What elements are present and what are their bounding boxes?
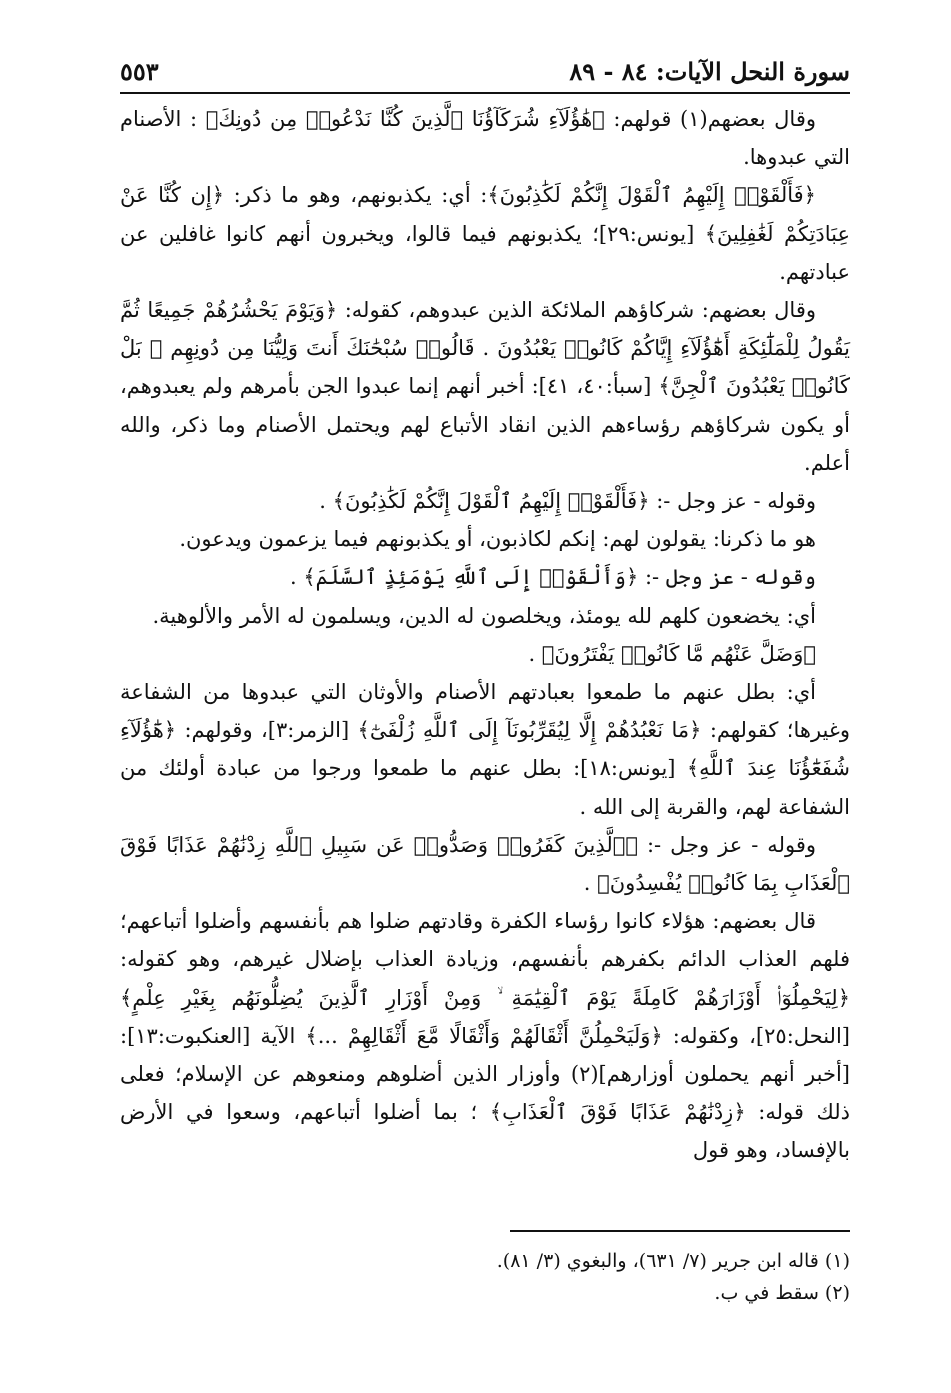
header-rule xyxy=(120,92,850,94)
paragraph: أي: بطل عنهم ما طمعوا بعبادتهم الأصنام والأوثان التي عبدوها من الشفاعة وغيرها؛ كقولهم: ﴿مَا نَعْبُدُهُمْ إِلَّا لِيُقَرِّبُونَآ إِلَى ٱللَّهِ زُلْفَىٰٓ﴾ [الزمر:٣]، وقولهم: ﴿هَٰٓؤُلَآءِ شُفَعَٰٓؤُنَا عِندَ ٱللَّهِ﴾ [يونس:١٨]: بطل عنهم ما طمعوا ورجوا من عبادة أولئك من الشفاعة لهم، والقربة إلى الله . xyxy=(120,680,850,819)
footnote: (٢) سقط في ب. xyxy=(714,1282,850,1304)
page-number: ٥٥٣ xyxy=(120,57,159,86)
paragraph: هو ما ذكرنا: يقولون لهم: إنكم لكاذبون، أو يكذبونهم فيما يزعمون ويدعون. xyxy=(179,527,816,552)
main-text xyxy=(120,100,850,1170)
footnote-rule xyxy=(510,1230,850,1232)
paragraph: وقوله - عز وجل -: ﴿فَأَلْقَوْا۟ إِلَيْهِمُ ٱلْقَوْلَ إِنَّكُمْ لَكَٰذِبُونَ﴾ . xyxy=(319,489,816,514)
footnotes xyxy=(120,1245,850,1309)
paragraph: وقال بعضهم(١) قولهم: ﴿هَٰؤُلَآءِ شُرَكَآؤُنَا ٱلَّذِينَ كُنَّا نَدْعُوا۟ مِن دُونِكَ﴾ : الأصنام التي عبدوها. xyxy=(120,107,850,170)
paragraph: وقوله - عز وجل -: ﴿ٱلَّذِينَ كَفَرُوا۟ وَصَدُّوا۟ عَن سَبِيلِ ٱللَّهِ زِدْنَٰهُمْ عَذَابًا فَوْقَ ٱلْعَذَابِ بِمَا كَانُوا۟ يُفْسِدُونَ﴾ . xyxy=(120,832,850,896)
paragraph: وقوله - عز وجل -: ﴿وَأَلْقَوْا۟ إِلَى ٱللَّهِ يَوْمَئِذٍ ٱلسَّلَمَ﴾ . xyxy=(290,565,816,590)
footnote: (١) قاله ابن جرير (٧/ ٦٣١)، والبغوي (٣/ ٨١). xyxy=(496,1250,850,1272)
paragraph: ﴿فَأَلْقَوْا۟ إِلَيْهِمُ ٱلْقَوْلَ إِنَّكُمْ لَكَٰذِبُونَ﴾: أي: يكذبونهم، وهو ما ذكر: ﴿إِن كُنَّا عَنْ عِبَادَتِكُمْ لَغَٰفِلِينَ﴾ [يونس:٢٩]؛ يكذبونهم فيما قالوا، ويخبرون أنهم كانوا غافلين عن عبادتهم. xyxy=(120,183,851,284)
paragraph: قال بعضهم: هؤلاء كانوا رؤساء الكفرة وقادتهم ضلوا هم بأنفسهم وأضلوا أتباعهم؛ فلهم العذاب الدائم بكفرهم بأنفسهم، وزيادة العذاب بإضلال غيرهم، وهو كقوله: ﴿لِيَحْمِلُوٓا۟ أَوْزَارَهُمْ كَامِلَةً يَوْمَ ٱلْقِيَٰمَةِ ۙ وَمِنْ أَوْزَارِ ٱلَّذِينَ يُضِلُّونَهُم بِغَيْرِ عِلْمٍ﴾ [النحل:٢٥]، وكقوله: ﴿وَلَيَحْمِلُنَّ أَثْقَالَهُمْ وَأَثْقَالًا مَّعَ أَثْقَالِهِمْ ...﴾ الآية [العنكبوت:١٣]: [أخبر أنهم يحملون أوزارهم](٢) وأوزار الذين أضلوهم ومنعوهم عن الإسلام؛ فعلى ذلك قوله: ﴿زِدْنَٰهُمْ عَذَابًا فَوْقَ ٱلْعَذَابِ﴾ ؛ بما أضلوا أتباعهم، وسعوا في الأرض بالإفساد، وهو قول xyxy=(120,909,850,1163)
running-header xyxy=(120,40,850,92)
paragraph: ﴿وَضَلَّ عَنْهُم مَّا كَانُوا۟ يَفْتَرُونَ﴾ . xyxy=(528,641,816,666)
paragraph: أي: يخضعون كلهم لله يومئذ، ويخلصون له الدين، ويسلمون له الأمر والألوهية. xyxy=(152,603,816,628)
book-page xyxy=(120,40,850,1360)
paragraph: وقال بعضهم: شركاؤهم الملائكة الذين عبدوهم، كقوله: ﴿وَيَوْمَ يَحْشُرُهُمْ جَمِيعًا ثُمَّ يَقُولُ لِلْمَلَٰٓئِكَةِ أَهَٰٓؤُلَآءِ إِيَّاكُمْ كَانُوا۟ يَعْبُدُونَ . قَالُوا۟ سُبْحَٰنَكَ أَنتَ وَلِيُّنَا مِن دُونِهِم ۖ بَلْ كَانُوا۟ يَعْبُدُونَ ٱلْجِنَّ﴾ [سبأ:٤٠، ٤١]: أخبر أنهم إنما عبدوا الجن بأمرهم ولم يعبدوهم، أو يكون شركاؤهم رؤساءهم الذين انقاد الأتباع لهم ويحتمل الأصنام وما ذكر، والله أعلم. xyxy=(120,298,851,475)
chapter-title: سورة النحل الآيات: ٨٤ - ٨٩ xyxy=(569,57,850,86)
